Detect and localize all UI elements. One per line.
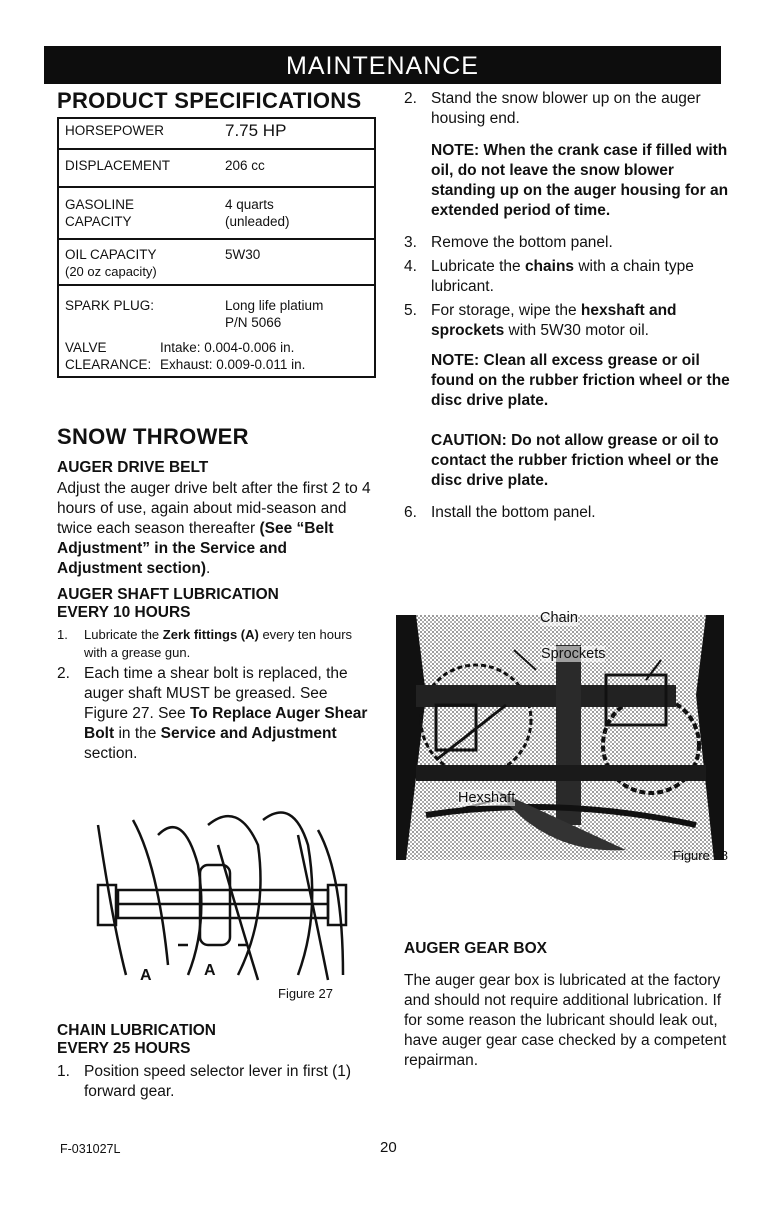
- product-specs-heading: PRODUCT SPECIFICATIONS: [57, 88, 362, 113]
- heading-line: EVERY 10 HOURS: [57, 604, 191, 621]
- spec-label: SPARK PLUG:: [65, 298, 155, 313]
- item-number: 2.: [404, 90, 417, 107]
- item-text-bold: chains: [524, 258, 575, 275]
- spec-label: GASOLINE: [65, 197, 135, 212]
- item-text: every ten hours with a grease gun.: [84, 627, 353, 660]
- item-text-bold: Service and Adjustment: [160, 725, 337, 742]
- auger-drive-belt-heading: AUGER DRIVE BELT: [57, 459, 209, 476]
- spec-row-displacement: [59, 150, 374, 188]
- item-text: Lubricate the: [84, 627, 163, 642]
- belt-end: .: [205, 560, 211, 577]
- spec-value: 7.75 HP: [225, 121, 287, 140]
- note-clean-grease: NOTE: Clean all excess grease or oil found on the rubber friction wheel or the disc drive plate.: [431, 352, 730, 409]
- item-text: For storage, wipe the: [431, 302, 581, 319]
- belt-body: Adjust the auger drive belt after the first 2 to 4 hours of use, again about mid-season and twice each season thereafter: [57, 480, 371, 537]
- spec-value: (unleaded): [225, 214, 290, 229]
- caution-grease: CAUTION: Do not allow grease or oil to contact the rubber friction wheel or the disc drive plate.: [431, 432, 719, 489]
- spec-value: Exhaust: 0.009-0.011 in.: [160, 357, 306, 372]
- spec-label: HORSEPOWER: [65, 123, 165, 138]
- item-text: in the: [114, 725, 161, 742]
- spec-label: DISPLACEMENT: [65, 158, 171, 173]
- spec-value: Intake: 0.004-0.006 in.: [160, 340, 295, 355]
- item-text: section.: [84, 745, 138, 762]
- spec-label: (20 oz capacity): [65, 264, 157, 279]
- figure-27-caption: Figure 27: [278, 986, 333, 1001]
- heading-line: AUGER SHAFT LUBRICATION: [57, 586, 279, 603]
- spec-value: P/N 5066: [225, 315, 282, 330]
- spec-value: 206 cc: [225, 158, 265, 173]
- list-item: [404, 301, 734, 341]
- spec-label: CAPACITY: [65, 214, 132, 229]
- item-number: 3.: [404, 234, 417, 251]
- item-text: Each time a shear bolt is replaced, the auger shaft MUST be greased. See Figure 27. See: [84, 665, 348, 722]
- fig28-label-chain: Chain: [540, 610, 578, 626]
- item-text-bold: hexshaft and sprockets: [431, 302, 677, 339]
- heading-line: EVERY 25 HOURS: [57, 1040, 191, 1057]
- item-text: with 5W30 motor oil.: [504, 322, 649, 339]
- auger-gear-box-text: The auger gear box is lubricated at the factory and should not require additional lubrication. If for some reason the lubricant should leak out, have auger gear case checked by a competent repairman.: [404, 972, 727, 1069]
- item-number: 2.: [57, 665, 70, 682]
- list-item: [57, 1062, 375, 1102]
- spec-label: CLEARANCE:: [65, 357, 152, 372]
- spec-value: 5W30: [225, 247, 261, 262]
- auger-shaft-heading: [57, 586, 375, 622]
- spec-label: OIL CAPACITY: [65, 247, 157, 262]
- spec-row-spark-valve: [59, 286, 374, 376]
- spec-row-oil: [59, 240, 374, 286]
- fig27-label-a: A: [140, 967, 152, 984]
- list-item: [57, 664, 375, 764]
- auger-gear-box-heading: AUGER GEAR BOX: [404, 940, 547, 957]
- item-number: 4.: [404, 258, 417, 275]
- page-number: 20: [380, 1139, 397, 1156]
- item-text-bold: Zerk fittings (A): [162, 627, 259, 642]
- list-item: [57, 626, 375, 662]
- note-crank-case: NOTE: When the crank case if filled with oil, do not leave the snow blower standing up on the auger housing for an extended period of time.: [431, 142, 729, 219]
- fig28-label-hexshaft: Hexshaft: [458, 790, 516, 806]
- belt-reference: (See “Belt Adjustment” in the Service and Adjustment section): [57, 520, 334, 577]
- spec-table: [57, 117, 376, 378]
- figure-27-auger-illustration: [88, 805, 358, 990]
- spec-label: VALVE: [65, 340, 107, 355]
- item-text: Lubricate the: [431, 258, 525, 275]
- heading-line: CHAIN LUBRICATION: [57, 1022, 217, 1039]
- item-number: 1.: [57, 1063, 70, 1080]
- spec-row-horsepower: [59, 119, 374, 150]
- list-item: [404, 257, 734, 297]
- item-number: 5.: [404, 302, 417, 319]
- item-text: with a chain type lubricant.: [431, 258, 694, 295]
- spec-value: 4 quarts: [225, 197, 274, 212]
- section-banner: MAINTENANCE: [44, 46, 721, 84]
- item-text: Install the bottom panel.: [431, 504, 596, 521]
- fig28-label-sprockets: Sprockets: [541, 646, 606, 662]
- item-text: Position speed selector lever in first (1) forward gear.: [84, 1063, 352, 1100]
- spec-row-gasoline: [59, 188, 374, 240]
- item-text: Stand the snow blower up on the auger housing end.: [431, 90, 701, 127]
- snow-thrower-heading: SNOW THROWER: [57, 424, 249, 449]
- document-code: F-031027L: [60, 1142, 121, 1156]
- auger-drive-belt-text: [57, 479, 375, 579]
- fig27-label-a: A: [204, 962, 216, 979]
- list-item: [404, 503, 734, 523]
- list-item: [404, 233, 734, 253]
- figure-28-caption: Figure 28: [673, 848, 728, 863]
- item-text: Remove the bottom panel.: [431, 234, 613, 251]
- chain-lubrication-heading: [57, 1022, 375, 1058]
- list-item: [404, 89, 734, 129]
- item-number: 6.: [404, 504, 417, 521]
- item-number: 1.: [57, 627, 68, 642]
- item-text-bold: To Replace Auger Shear Bolt: [84, 705, 368, 742]
- spec-value: Long life platium: [225, 298, 324, 313]
